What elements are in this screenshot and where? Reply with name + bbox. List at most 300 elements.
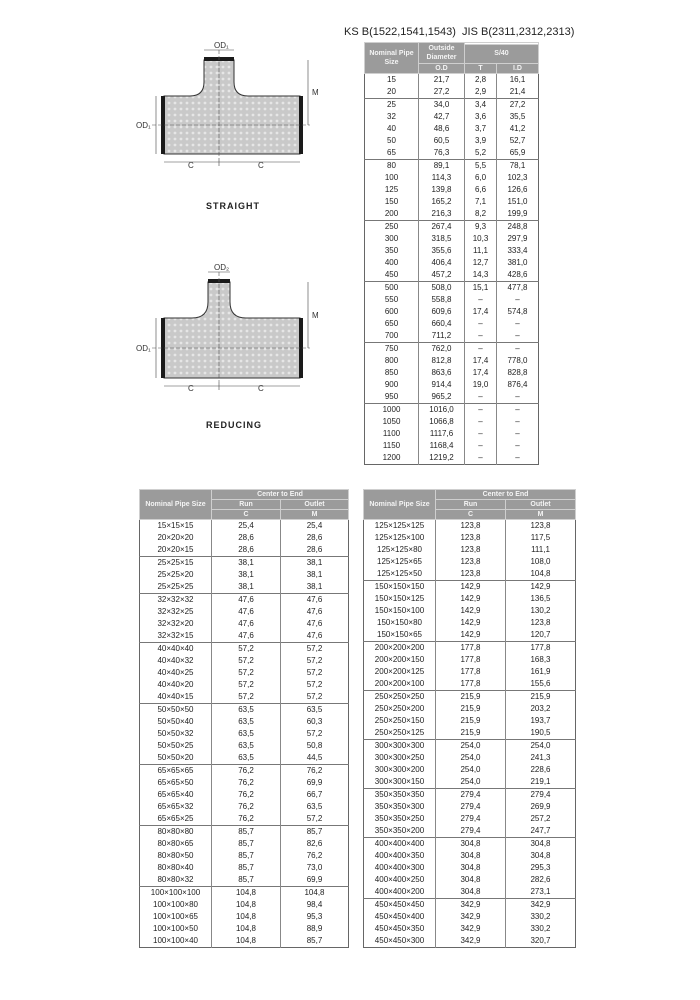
ce-right-cell-run: 142,9 [436, 605, 506, 617]
ce-left-row [140, 813, 349, 826]
od-table-row [365, 294, 539, 306]
ce-left-cell-run: 104,8 [212, 899, 281, 911]
od-table-cell-id: 27,2 [497, 99, 539, 112]
ce-right-cell-outlet: 168,3 [506, 654, 576, 666]
ce-right-cell-run: 123,8 [436, 532, 506, 544]
straight-od1-side-label: OD₁ [136, 121, 151, 130]
ce-right-cell-outlet: 108,0 [506, 556, 576, 568]
ce-left-cell-outlet: 57,2 [281, 691, 349, 704]
ce-left-cell-run: 47,6 [212, 594, 281, 607]
ce-right-cell-run: 142,9 [436, 629, 506, 642]
reducing-m-label: M [312, 311, 319, 320]
center-to-end-table-right [363, 489, 576, 948]
ce-right-cell-outlet: 273,1 [506, 886, 576, 899]
ce-right-cell-run: 123,8 [436, 520, 506, 533]
od-table-cell-nominal: 450 [384, 270, 399, 279]
ce-left-cell-run: 28,6 [212, 532, 281, 544]
od-table-cell-t: 14,3 [465, 269, 497, 282]
od-table-row [365, 245, 539, 257]
ce-right-row [364, 520, 576, 533]
ce-right-row [364, 691, 576, 704]
ce-right-cell-outlet: 247,7 [506, 825, 576, 838]
ce-left-row [140, 826, 349, 839]
ce-right-cell-nominal: 125×125×80 [377, 545, 422, 554]
ce-left-row [140, 704, 349, 717]
ce-left-cell-run: 104,8 [212, 887, 281, 900]
ce-left-row [140, 691, 349, 704]
ce-right-cell-nominal: 200×200×200 [364, 642, 436, 655]
od-table-row [365, 391, 539, 404]
od-table-cell-id: 381,0 [497, 257, 539, 269]
ce-left-cell-outlet: 38,1 [281, 569, 349, 581]
od-table-cell-id: – [497, 294, 539, 306]
ce-right-cell-run: 142,9 [436, 581, 506, 594]
ce-left-cell-run: 63,5 [212, 752, 281, 765]
ce-left-cell-run: 85,7 [212, 850, 281, 862]
ce-left-cell-outlet: 38,1 [281, 557, 349, 570]
ce-left-cell-outlet: 66,7 [281, 789, 349, 801]
ce-right-cell-run: 342,9 [436, 935, 506, 948]
ce-right-row [364, 568, 576, 581]
ce-right-cell-nominal: 400×400×400 [364, 838, 436, 851]
ce-right-cell-nominal: 450×450×450 [364, 899, 436, 912]
ce-left-cell-run: 57,2 [212, 667, 281, 679]
ce-right-cell-outlet: 269,9 [506, 801, 576, 813]
ce-right-row [364, 874, 576, 886]
ce-right-row [364, 911, 576, 923]
ce-right-row [364, 776, 576, 789]
od-table-cell-nominal: 400 [384, 258, 399, 267]
od-table-cell-od: 609,6 [419, 306, 465, 318]
straight-c-left-label: C [188, 161, 194, 170]
ce-left-cell-outlet: 57,2 [281, 655, 349, 667]
ce-left-cell-outlet: 57,2 [281, 679, 349, 691]
od-table-row [365, 343, 539, 356]
od-header-od: O.D [419, 64, 465, 74]
od-table-cell-od: 318,5 [419, 233, 465, 245]
ce-left-cell-run: 57,2 [212, 643, 281, 656]
ce-right-row [364, 642, 576, 655]
ce-left-cell-run: 28,6 [212, 544, 281, 557]
od-table-cell-od: 660,4 [419, 318, 465, 330]
ce-right-cell-outlet: 155,6 [506, 678, 576, 691]
straight-tee-figure [130, 40, 330, 170]
ce-right-cell-outlet: 304,8 [506, 838, 576, 851]
ce-left-cell-outlet: 57,2 [281, 813, 349, 826]
ce-left-cell-run: 104,8 [212, 923, 281, 935]
od-table-cell-t: 9,3 [465, 221, 497, 234]
ce-right-cell-outlet: 282,6 [506, 874, 576, 886]
od-table-row [365, 379, 539, 391]
ce-left-cell-run: 76,2 [212, 801, 281, 813]
od-table-cell-id: 297,9 [497, 233, 539, 245]
ce-left-row [140, 532, 349, 544]
ce-right-cell-run: 304,8 [436, 886, 506, 899]
od-table-cell-id: 102,3 [497, 172, 539, 184]
ce-left-row [140, 801, 349, 813]
ce-left-cell-run: 76,2 [212, 765, 281, 778]
od-table-cell-t: – [465, 404, 497, 417]
reducing-c-left-label: C [188, 384, 194, 392]
ce-right-cell-nominal: 150×150×65 [377, 630, 422, 639]
ce-left-row [140, 569, 349, 581]
od-table-row [365, 318, 539, 330]
od-table-row [365, 416, 539, 428]
od-table-cell-id: – [497, 440, 539, 452]
od-table-cell-t: 17,4 [465, 355, 497, 367]
ce-right-row [364, 899, 576, 912]
ce-left-cell-nominal: 65×65×25 [157, 814, 194, 823]
od-table-cell-nominal: 25 [365, 99, 419, 112]
ce-left-cell-nominal: 40×40×15 [157, 692, 194, 701]
ce-right-cell-outlet: 330,2 [506, 923, 576, 935]
ce-left-row [140, 850, 349, 862]
od-header-nominal: Nominal Pipe Size [365, 43, 419, 74]
od-table-cell-id: – [497, 452, 539, 465]
od-table-row [365, 404, 539, 417]
od-table-cell-id: – [497, 330, 539, 343]
ce-left-cell-outlet: 76,2 [281, 765, 349, 778]
od-table-row [365, 221, 539, 234]
ce-left-cell-run: 85,7 [212, 862, 281, 874]
od-table-cell-id: – [497, 343, 539, 356]
od-table-cell-od: 1117,6 [419, 428, 465, 440]
ce-left-cell-nominal: 32×32×25 [157, 607, 194, 616]
od-table-cell-nominal: 1150 [382, 441, 401, 450]
ce-left-cell-outlet: 47,6 [281, 618, 349, 630]
ce-left-cell-outlet: 50,8 [281, 740, 349, 752]
ce-left-row [140, 935, 349, 948]
od-table-cell-nominal: 65 [387, 148, 396, 157]
od-table-row [365, 74, 539, 87]
ce-right-cell-outlet: 120,7 [506, 629, 576, 642]
od-table-cell-id: 876,4 [497, 379, 539, 391]
od-table-cell-nominal: 650 [384, 319, 399, 328]
ce-right-cell-nominal: 350×350×300 [374, 802, 425, 811]
od-table-row [365, 135, 539, 147]
od-table-cell-nominal: 900 [384, 380, 399, 389]
ce-left-cell-run: 38,1 [212, 581, 281, 594]
ce-right-cell-nominal: 250×250×200 [374, 704, 425, 713]
od-table-cell-od: 762,0 [419, 343, 465, 356]
ce-left-cell-run: 104,8 [212, 935, 281, 948]
ce-right-row [364, 886, 576, 899]
od-table-row [365, 86, 539, 99]
ce-right-cell-outlet: 320,7 [506, 935, 576, 948]
ce-left-row [140, 679, 349, 691]
ce-right-cell-outlet: 136,5 [506, 593, 576, 605]
ce-left-cell-nominal: 100×100×65 [153, 912, 198, 921]
ce-left-cell-run: 63,5 [212, 716, 281, 728]
od-table-cell-nominal: 500 [365, 282, 419, 295]
ce-right-cell-run: 177,8 [436, 654, 506, 666]
od-table-cell-od: 508,0 [419, 282, 465, 295]
ce-left-row [140, 874, 349, 887]
ce-left-cell-outlet: 63,5 [281, 801, 349, 813]
ce-right-cell-outlet: 219,1 [506, 776, 576, 789]
ce-right-cell-outlet: 254,0 [506, 740, 576, 753]
ce-right-row [364, 544, 576, 556]
od-header-s40: S/40 [465, 44, 539, 63]
ce-left-cell-outlet: 98,4 [281, 899, 349, 911]
od-table-cell-nominal: 1200 [382, 453, 401, 462]
od-table-cell-id: 828,8 [497, 367, 539, 379]
ce-right-cell-run: 254,0 [436, 764, 506, 776]
ce-left-cell-nominal: 40×40×25 [157, 668, 194, 677]
od-table-row [365, 367, 539, 379]
od-table-cell-t: 2,9 [465, 86, 497, 99]
od-table-row [365, 172, 539, 184]
ce-left-cell-run: 57,2 [212, 691, 281, 704]
od-table-cell-nominal: 1100 [382, 429, 401, 438]
ce-right-cell-nominal: 400×400×300 [374, 863, 425, 872]
ce-right-cell-outlet: 215,9 [506, 691, 576, 704]
od-table-cell-od: 965,2 [419, 391, 465, 404]
ce-left-cell-run: 47,6 [212, 606, 281, 618]
ce-left-cell-nominal: 100×100×40 [153, 936, 198, 945]
ce-left-cell-outlet: 69,9 [281, 777, 349, 789]
ce-left-header-outlet: Outlet [281, 500, 349, 510]
reducing-caption: REDUCING [206, 420, 263, 430]
od-table-cell-id: – [497, 428, 539, 440]
ce-left-cell-outlet: 85,7 [281, 935, 349, 948]
ce-left-row [140, 520, 349, 533]
ce-left-cell-outlet: 104,8 [281, 887, 349, 900]
od-table-cell-t: – [465, 318, 497, 330]
ce-right-cell-nominal: 200×200×150 [374, 655, 425, 664]
ce-left-cell-run: 47,6 [212, 630, 281, 643]
ce-left-cell-outlet: 28,6 [281, 532, 349, 544]
ce-right-row [364, 862, 576, 874]
ce-left-cell-run: 57,2 [212, 679, 281, 691]
ce-right-cell-run: 254,0 [436, 752, 506, 764]
ce-left-cell-run: 38,1 [212, 557, 281, 570]
ce-left-cell-nominal: 80×80×65 [157, 839, 194, 848]
od-table-row [365, 147, 539, 160]
od-table-cell-od: 914,4 [419, 379, 465, 391]
od-table-cell-t: 6,6 [465, 184, 497, 196]
center-to-end-table-left [139, 489, 349, 948]
od-table-cell-od: 76,3 [419, 147, 465, 160]
od-table-cell-t: 2,8 [465, 74, 497, 87]
ce-right-row [364, 581, 576, 594]
od-table-cell-t: 7,1 [465, 196, 497, 208]
od-table-cell-od: 42,7 [419, 111, 465, 123]
ce-right-cell-run: 215,9 [436, 703, 506, 715]
ce-left-row [140, 630, 349, 643]
ce-right-row [364, 923, 576, 935]
ce-right-cell-nominal: 350×350×350 [364, 789, 436, 802]
ce-right-cell-outlet: 177,8 [506, 642, 576, 655]
od-table-cell-od: 406,4 [419, 257, 465, 269]
ce-left-cell-nominal: 50×50×32 [157, 729, 194, 738]
ce-left-cell-run: 38,1 [212, 569, 281, 581]
ce-left-cell-run: 63,5 [212, 728, 281, 740]
ce-right-cell-nominal: 350×350×200 [374, 826, 425, 835]
ce-right-header-outlet: Outlet [506, 500, 576, 510]
od-table-cell-nominal: 50 [387, 136, 396, 145]
od-table-cell-nominal: 40 [387, 124, 396, 133]
od-table-cell-od: 711,2 [419, 330, 465, 343]
od-table-cell-nominal: 15 [365, 74, 419, 87]
outside-diameter-table [364, 42, 539, 465]
od-table-cell-od: 114,3 [419, 172, 465, 184]
ce-right-row [364, 764, 576, 776]
od-table-cell-id: 126,6 [497, 184, 539, 196]
od-table-cell-od: 1219,2 [419, 452, 465, 465]
ce-left-cell-run: 104,8 [212, 911, 281, 923]
ce-left-cell-outlet: 47,6 [281, 606, 349, 618]
ce-right-cell-run: 279,4 [436, 801, 506, 813]
ce-left-header-center: Center to End [212, 490, 349, 500]
od-table-cell-t: – [465, 452, 497, 465]
od-table-cell-od: 34,0 [419, 99, 465, 112]
ce-right-cell-run: 215,9 [436, 727, 506, 740]
standards-heading [344, 26, 574, 38]
ce-right-cell-outlet: 279,4 [506, 789, 576, 802]
od-table-cell-nominal: 700 [384, 331, 399, 340]
od-table-cell-id: 21,4 [497, 86, 539, 99]
ce-right-row [364, 935, 576, 948]
ce-left-cell-outlet: 63,5 [281, 704, 349, 717]
ce-left-row [140, 728, 349, 740]
od-table-cell-nominal: 550 [384, 295, 399, 304]
ce-left-header-c: C [212, 510, 281, 520]
ce-right-cell-run: 304,8 [436, 838, 506, 851]
od-table-cell-od: 89,1 [419, 160, 465, 173]
ce-left-cell-nominal: 40×40×40 [140, 643, 212, 656]
ce-left-cell-nominal: 80×80×50 [157, 851, 194, 860]
ce-right-cell-outlet: 330,2 [506, 911, 576, 923]
ce-right-row [364, 629, 576, 642]
ce-right-cell-outlet: 295,3 [506, 862, 576, 874]
ce-right-cell-outlet: 241,3 [506, 752, 576, 764]
ce-right-cell-outlet: 123,8 [506, 617, 576, 629]
od-table-cell-id: 477,8 [497, 282, 539, 295]
ce-right-cell-outlet: 142,9 [506, 581, 576, 594]
ce-left-cell-run: 57,2 [212, 655, 281, 667]
ce-right-row [364, 678, 576, 691]
ce-right-cell-run: 304,8 [436, 862, 506, 874]
ce-left-row [140, 557, 349, 570]
od-table-cell-id: 35,5 [497, 111, 539, 123]
od-table-cell-id: – [497, 416, 539, 428]
ce-right-header-nominal: Nominal Pipe Size [364, 490, 436, 520]
od-table-cell-od: 812,8 [419, 355, 465, 367]
ce-left-cell-outlet: 82,6 [281, 838, 349, 850]
od-table-cell-t: 5,2 [465, 147, 497, 160]
ce-right-cell-outlet: 117,5 [506, 532, 576, 544]
ce-left-cell-nominal: 65×65×40 [157, 790, 194, 799]
od-table-row [365, 452, 539, 465]
ce-right-row [364, 703, 576, 715]
ce-left-cell-nominal: 20×20×15 [157, 545, 194, 554]
od-table-cell-od: 355,6 [419, 245, 465, 257]
od-table-cell-t: 5,5 [465, 160, 497, 173]
ce-left-cell-nominal: 40×40×20 [157, 680, 194, 689]
od-table-cell-id: 65,9 [497, 147, 539, 160]
od-table-cell-id: 574,8 [497, 306, 539, 318]
ce-right-cell-outlet: 190,5 [506, 727, 576, 740]
od-table-row [365, 355, 539, 367]
od-table-cell-od: 139,8 [419, 184, 465, 196]
ce-left-cell-nominal: 65×65×32 [157, 802, 194, 811]
ce-left-row [140, 752, 349, 765]
straight-m-label: M [312, 88, 319, 97]
ce-right-cell-run: 304,8 [436, 874, 506, 886]
od-table-cell-od: 216,3 [419, 208, 465, 221]
ce-left-row [140, 581, 349, 594]
od-table-cell-id: 428,6 [497, 269, 539, 282]
ce-left-cell-outlet: 38,1 [281, 581, 349, 594]
od-table-cell-t: 8,2 [465, 208, 497, 221]
od-table-cell-t: – [465, 294, 497, 306]
ce-left-cell-nominal: 25×25×25 [157, 582, 194, 591]
reducing-od1-side-label: OD₁ [136, 344, 151, 353]
ce-right-cell-outlet: 203,2 [506, 703, 576, 715]
ce-right-cell-run: 177,8 [436, 666, 506, 678]
ce-right-row [364, 556, 576, 568]
ce-left-row [140, 740, 349, 752]
ce-right-cell-nominal: 200×200×125 [374, 667, 425, 676]
od-table-cell-t: – [465, 391, 497, 404]
od-header-t: T [465, 64, 497, 74]
ce-right-cell-nominal: 200×200×100 [374, 679, 425, 688]
ce-left-row [140, 643, 349, 656]
ce-right-cell-nominal: 400×400×250 [374, 875, 425, 884]
ce-right-row [364, 813, 576, 825]
ce-right-cell-run: 254,0 [436, 776, 506, 789]
od-table-cell-t: 19,0 [465, 379, 497, 391]
ce-left-row [140, 899, 349, 911]
od-table-row [365, 99, 539, 112]
ce-right-cell-nominal: 250×250×125 [374, 728, 425, 737]
ce-left-cell-nominal: 32×32×15 [157, 631, 194, 640]
ce-left-cell-run: 63,5 [212, 740, 281, 752]
od-table-cell-nominal: 100 [384, 173, 399, 182]
ce-left-cell-outlet: 60,3 [281, 716, 349, 728]
ce-left-row [140, 606, 349, 618]
od-table-row [365, 440, 539, 452]
ks-standard: KS B(1522,1541,1543) [344, 26, 456, 38]
od-table-cell-t: 11,1 [465, 245, 497, 257]
od-table-cell-t: – [465, 330, 497, 343]
od-table-cell-nominal: 850 [384, 368, 399, 377]
od-table-cell-t: 17,4 [465, 367, 497, 379]
ce-right-row [364, 727, 576, 740]
ce-left-cell-nominal: 100×100×100 [140, 887, 212, 900]
ce-right-cell-outlet: 130,2 [506, 605, 576, 617]
ce-right-cell-nominal: 400×400×200 [374, 887, 425, 896]
od-table-cell-od: 267,4 [419, 221, 465, 234]
od-table-cell-nominal: 1000 [365, 404, 419, 417]
ce-left-cell-run: 76,2 [212, 777, 281, 789]
ce-right-cell-nominal: 300×300×200 [374, 765, 425, 774]
ce-left-cell-outlet: 57,2 [281, 728, 349, 740]
ce-left-cell-outlet: 57,2 [281, 643, 349, 656]
od-table-row [365, 269, 539, 282]
ce-right-row [364, 825, 576, 838]
ce-left-cell-run: 76,2 [212, 789, 281, 801]
ce-right-cell-run: 177,8 [436, 642, 506, 655]
od-table-row [365, 306, 539, 318]
ce-right-cell-run: 342,9 [436, 911, 506, 923]
ce-right-cell-nominal: 125×125×125 [364, 520, 436, 533]
ce-right-cell-nominal: 300×300×250 [374, 753, 425, 762]
od-table-row [365, 208, 539, 221]
ce-left-cell-outlet: 47,6 [281, 594, 349, 607]
ce-left-cell-run: 25,4 [212, 520, 281, 533]
